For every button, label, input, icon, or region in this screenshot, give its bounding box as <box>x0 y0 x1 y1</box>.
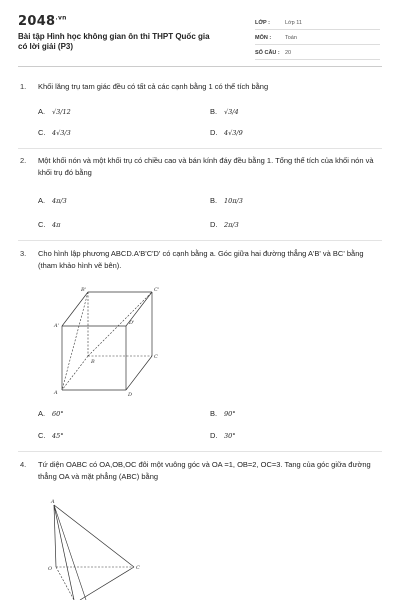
option-a[interactable] <box>38 196 67 205</box>
edge-ac <box>54 505 134 567</box>
meta-row-count <box>255 47 380 60</box>
option-value: 60° <box>52 409 64 418</box>
question-2 <box>20 155 380 185</box>
option-key: B. <box>210 107 218 116</box>
question-divider <box>18 451 382 452</box>
question-number: 3. <box>20 249 27 258</box>
option-key: A. <box>38 196 46 205</box>
label-c: C <box>136 565 140 571</box>
diagonal <box>62 292 88 390</box>
option-value: 30° <box>224 431 236 440</box>
option-key: C. <box>38 128 46 137</box>
edge-ab <box>54 505 74 600</box>
option-b[interactable] <box>210 107 239 116</box>
option-value: 90° <box>224 409 236 418</box>
option-c[interactable] <box>38 220 60 229</box>
option-a[interactable] <box>38 107 71 116</box>
meta-key: MÔN : <box>255 35 272 41</box>
option-value: 2π/3 <box>224 220 239 229</box>
option-value: 4π <box>52 220 61 229</box>
question-number: 2. <box>20 156 27 165</box>
document-title: Bài tập Hình học không gian ôn thi THPT Quốc gia có lời giải (P3) <box>18 32 210 51</box>
option-key: B. <box>210 409 218 418</box>
option-value: 4√3/3 <box>52 128 71 137</box>
option-c[interactable] <box>38 431 64 440</box>
logo-text: 2048 <box>18 14 56 29</box>
option-key: D. <box>210 128 218 137</box>
label-a: A <box>51 499 55 505</box>
option-d[interactable] <box>210 128 243 137</box>
label-d: D <box>128 392 133 398</box>
label-b-prime: B' <box>81 287 87 293</box>
option-value: 4π/3 <box>52 196 67 205</box>
edge <box>62 292 88 326</box>
meta-row-subject <box>255 32 380 45</box>
question-3 <box>20 248 380 278</box>
question-4 <box>20 459 380 489</box>
label-o: O <box>48 566 53 572</box>
edge-ob <box>56 567 74 600</box>
question-number: 1. <box>20 82 27 91</box>
question-divider <box>18 240 382 241</box>
option-b[interactable] <box>210 409 236 418</box>
option-d[interactable] <box>210 431 236 440</box>
question-text: Khối lăng trụ tam giác đều có tất cả các cạnh bằng 1 có thể tích bằng <box>38 82 269 91</box>
option-key: C. <box>38 431 46 440</box>
label-d-prime: D' <box>129 320 135 326</box>
document-meta <box>255 17 380 62</box>
option-key: B. <box>210 196 218 205</box>
edge <box>126 356 152 390</box>
diagonal-bc-prime <box>88 292 152 356</box>
option-value: 10π/3 <box>224 196 243 205</box>
label-a: A <box>54 390 58 396</box>
question-text: Một khối nón và một khối trụ có chiều cao và bán kính đáy đều bằng 1. Tổng thể tích của khối nón và khối trụ đó bằng <box>38 156 374 177</box>
meta-value: Lớp 11 <box>285 20 302 26</box>
site-logo[interactable] <box>18 14 67 29</box>
option-key: D. <box>210 220 218 229</box>
question-divider <box>18 148 382 149</box>
option-c[interactable] <box>38 128 71 137</box>
edge <box>54 505 86 600</box>
question-text: Tứ diện OABC có OA,OB,OC đôi một vuông góc và OA =1, OB=2, OC=3. Tang của góc giữa đường thẳng OA và mặt phẳng (ABC) bằng <box>38 460 371 481</box>
option-key: D. <box>210 431 218 440</box>
option-value: 4√3/9 <box>224 128 243 137</box>
option-key: A. <box>38 409 46 418</box>
header-divider <box>18 66 382 67</box>
option-a[interactable] <box>38 409 64 418</box>
option-b[interactable] <box>210 196 243 205</box>
meta-key: SỐ CÂU : <box>255 50 280 56</box>
meta-row-grade <box>255 17 380 30</box>
tetrahedron-figure <box>40 495 150 600</box>
label-c-prime: C' <box>154 287 160 293</box>
meta-key: LỚP : <box>255 20 270 26</box>
label-a-prime: A' <box>54 323 59 329</box>
option-d[interactable] <box>210 220 239 229</box>
option-value: 45° <box>52 431 64 440</box>
edge-bc <box>80 567 134 600</box>
meta-value: Toán <box>285 35 297 41</box>
option-key: C. <box>38 220 46 229</box>
option-value: √3/4 <box>224 107 239 116</box>
question-text: Cho hình lập phương ABCD.A'B'C'D' có cạnh bằng a. Góc giữa hai đường thẳng A'B' và BC' bằng (tham khảo hình vẽ bên). <box>38 249 364 270</box>
cube-figure <box>40 282 170 400</box>
logo-suffix: .vn <box>55 14 67 22</box>
option-key: A. <box>38 107 46 116</box>
label-b: B <box>91 359 95 365</box>
label-c: C <box>154 354 158 360</box>
meta-value: 20 <box>285 50 292 56</box>
hidden-edge <box>62 356 88 390</box>
option-value: √3/12 <box>52 107 71 116</box>
question-1 <box>20 81 380 151</box>
question-number: 4. <box>20 460 27 469</box>
